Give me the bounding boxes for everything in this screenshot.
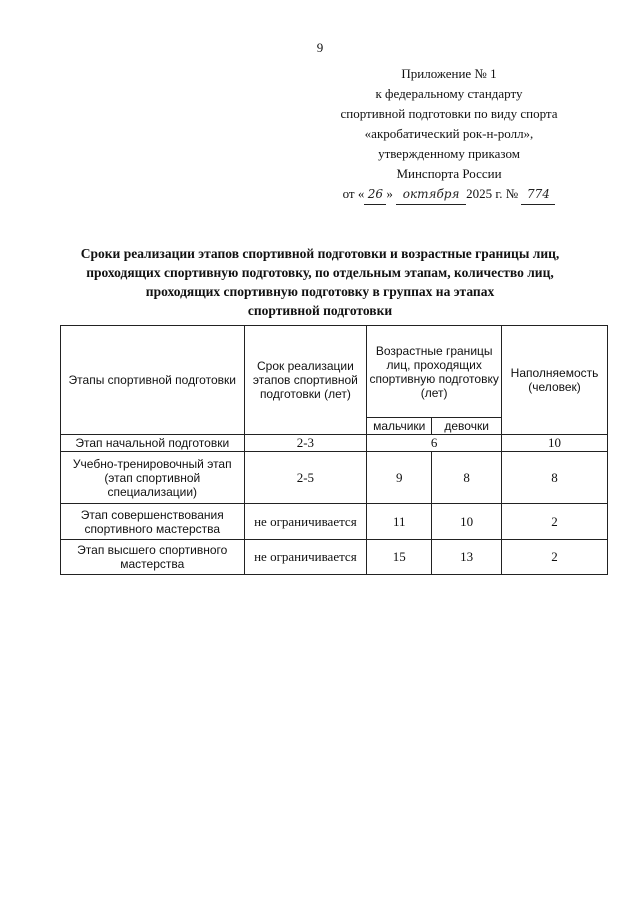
header-boys: мальчики	[367, 418, 432, 435]
stages-table	[60, 325, 608, 575]
capacity-cell: 8	[502, 452, 608, 504]
duration-cell: 2-3	[244, 435, 367, 452]
date-year: 2025 г. №	[466, 186, 519, 201]
stage-name: Этап начальной подготовки	[61, 435, 245, 452]
handwritten-order-number: 774	[521, 184, 555, 205]
capacity-cell: 2	[502, 540, 608, 575]
duration-cell: не ограничивается	[244, 504, 367, 540]
age-combined-cell: 6	[367, 435, 502, 452]
boys-age-cell: 15	[367, 540, 432, 575]
appendix-line: Минспорта России	[396, 166, 502, 181]
appendix-header	[330, 64, 568, 205]
header-girls: девочки	[432, 418, 502, 435]
header-duration: Срок реализации этапов спортивной подготовки (лет)	[244, 326, 367, 435]
capacity-cell: 10	[502, 435, 608, 452]
girls-age-cell: 8	[432, 452, 502, 504]
duration-cell: не ограничивается	[244, 540, 367, 575]
appendix-line: утвержденному приказом	[378, 146, 520, 161]
date-separator: »	[386, 186, 393, 201]
title-line: проходящих спортивную подготовку, по отдельным этапам, количество лиц,	[86, 265, 554, 280]
handwritten-day: 26	[364, 184, 386, 205]
header-stages: Этапы спортивной подготовки	[61, 326, 245, 435]
girls-age-cell: 13	[432, 540, 502, 575]
boys-age-cell: 11	[367, 504, 432, 540]
boys-age-cell: 9	[367, 452, 432, 504]
handwritten-month: октября	[396, 184, 466, 205]
appendix-line: к федеральному стандарту	[375, 86, 523, 101]
table-row	[61, 435, 608, 452]
order-date-line	[330, 184, 568, 205]
appendix-line: спортивной подготовки по виду спорта	[340, 106, 558, 121]
girls-age-cell: 10	[432, 504, 502, 540]
title-line: спортивной подготовки	[247, 303, 393, 318]
appendix-title: Приложение № 1	[401, 66, 497, 81]
header-age-limits: Возрастные границы лиц, проходящих спортивную подготовку (лет)	[367, 326, 502, 418]
header-capacity: Наполняемость (человек)	[502, 326, 608, 435]
capacity-cell: 2	[502, 504, 608, 540]
stage-name: Этап совершенствования спортивного мастерства	[61, 504, 245, 540]
title-line: Сроки реализации этапов спортивной подготовки и возрастные границы лиц,	[80, 246, 560, 261]
table-header-row	[61, 326, 608, 418]
page-number: 9	[316, 40, 324, 55]
duration-cell: 2-5	[244, 452, 367, 504]
title-line: проходящих спортивную подготовку в группах на этапах	[145, 284, 495, 299]
table-row	[61, 452, 608, 504]
date-prefix: от «	[342, 186, 365, 201]
stage-name: Этап высшего спортивного мастерства	[61, 540, 245, 575]
table-row	[61, 540, 608, 575]
stage-name: Учебно-тренировочный этап (этап спортивной специализации)	[61, 452, 245, 504]
appendix-line: «акробатический рок-н-ролл»,	[364, 126, 534, 141]
table-row	[61, 504, 608, 540]
document-title	[60, 244, 580, 320]
